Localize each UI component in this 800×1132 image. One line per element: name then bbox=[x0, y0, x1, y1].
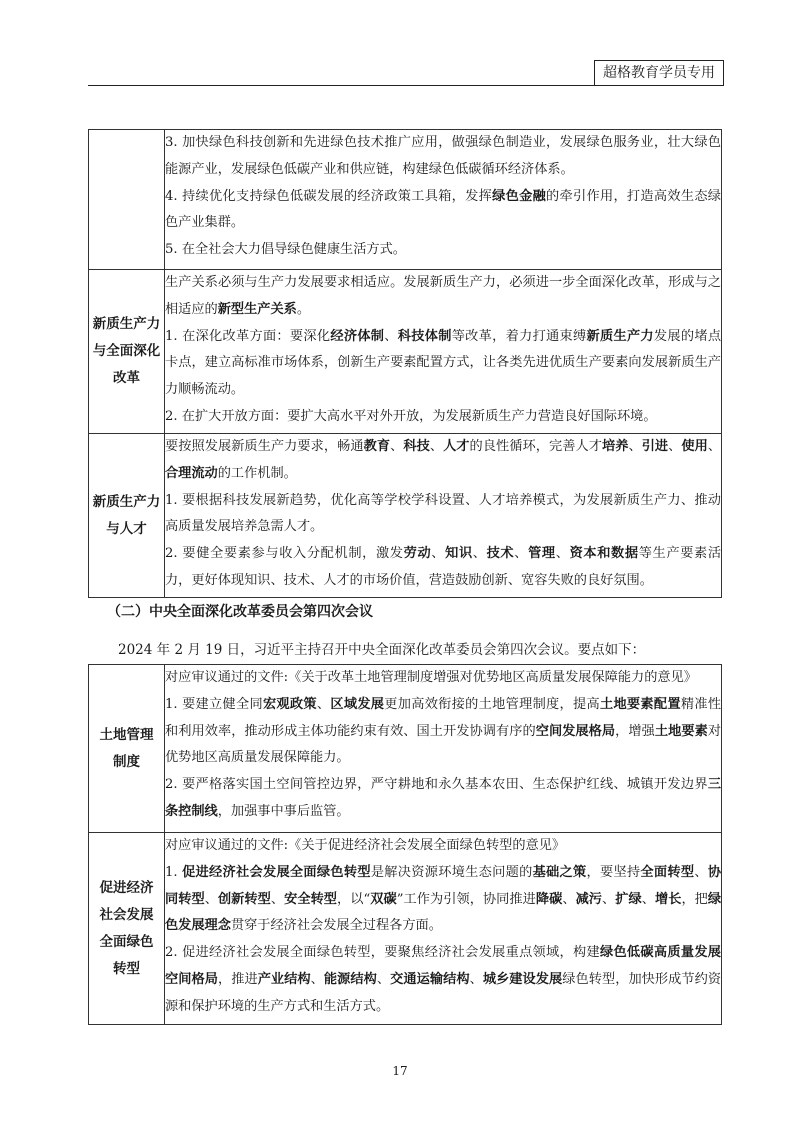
row-paragraph: 1. 要建立健全同宏观政策、区域发展更加高效衔接的土地管理制度，提高土地要素配置精准性和利用效率，推动形成主体功能约束有效、国土开发协调有序的空间发展格局，增强土地要素对优势地区高质量发展保障能力。 bbox=[165, 696, 722, 766]
table-row bbox=[89, 833, 722, 1025]
header-label: 超格教育学员专用 bbox=[594, 60, 724, 86]
section-title: （二）中央全面深化改革委员会第四次会议 bbox=[107, 604, 373, 620]
row-content bbox=[165, 833, 722, 1025]
intro-text: 2024 年 2 月 19 日，习近平主持召开中央全面深化改革委员会第四次会议。要点如下： bbox=[118, 642, 646, 658]
row-content bbox=[165, 434, 722, 598]
table-row bbox=[89, 270, 722, 434]
policy-table-2 bbox=[88, 664, 722, 1025]
row-paragraph: 2. 要健全要素参与收入分配机制，激发劳动、知识、技术、管理、资本和数据等生产要素活力，更好体现知识、技术、人才的市场价值，营造鼓励创新、宽容失败的良好氛围。 bbox=[165, 546, 722, 588]
row-paragraph: 1. 促进经济社会发展全面绿色转型是解决资源环境生态问题的基础之策，要坚持全面转型、协同转型、创新转型、安全转型，以“双碳”工作为引领，协同推进降碳、减污、扩绿、增长，把绿色发展理念贯穿于经济社会发展全过程各方面。 bbox=[165, 864, 722, 934]
row-paragraph: 3. 加快绿色科技创新和先进绿色技术推广应用，做强绿色制造业，发展绿色服务业，壮大绿色能源产业，发展绿色低碳产业和供应链，构建绿色低碳循环经济体系。 bbox=[165, 135, 721, 177]
row-paragraph: 1. 要根据科技发展新趋势，优化高等学校学科设置、人才培养模式，为发展新质生产力、推动高质量发展培养急需人才。 bbox=[165, 492, 721, 535]
row-content bbox=[165, 270, 722, 434]
row-content bbox=[165, 130, 722, 270]
row-paragraph: 对应审议通过的文件:《关于改革土地管理制度增强对优势地区高质量发展保障能力的意见》 bbox=[165, 670, 697, 685]
row-paragraph: 5. 在全社会大力倡导绿色健康生活方式。 bbox=[165, 242, 406, 258]
row-label bbox=[89, 130, 165, 270]
row-label: 土地管理 制度 bbox=[89, 665, 165, 833]
row-paragraph: 4. 持续优化支持绿色低碳发展的经济政策工具箱，发挥绿色金融的牵引作用，打造高效生态绿色产业集群。 bbox=[165, 188, 721, 231]
row-paragraph: 生产关系必须与生产力发展要求相适应。发展新质生产力，必须进一步全面深化改革，形成与之相适应的新型生产关系。 bbox=[165, 275, 721, 317]
row-paragraph: 2. 促进经济社会发展全面绿色转型，要聚焦经济社会发展重点领域，构建绿色低碳高质量发展空间格局，推进产业结构、能源结构、交通运输结构、城乡建设发展绿色转型，加快形成节约资源和保护环境的生产方式和生活方式。 bbox=[165, 945, 722, 1014]
page-number: 17 bbox=[392, 1064, 408, 1078]
row-label: 新质生产力 与全面深化 改革 bbox=[89, 270, 165, 434]
row-label: 新质生产力 与人才 bbox=[89, 434, 165, 598]
row-paragraph: 2. 要严格落实国土空间管控边界，严守耕地和永久基本农田、生态保护红线、城镇开发边界三条控制线，加强事中事后监管。 bbox=[165, 777, 721, 819]
row-paragraph: 1. 在深化改革方面：要深化经济体制、科技体制等改革，着力打通束缚新质生产力发展的堵点卡点，建立高标准市场体系，创新生产要素配置方式，让各类先进优质生产要素向发展新质生产力顺畅流动。 bbox=[165, 328, 722, 398]
row-label: 促进经济 社会发展 全面绿色 转型 bbox=[89, 833, 165, 1025]
table-row bbox=[89, 434, 722, 598]
header-divider bbox=[88, 85, 724, 86]
row-paragraph: 要按照发展新质生产力要求，畅通教育、科技、人才的良性循环，完善人才培养、引进、使用、合理流动的工作机制。 bbox=[165, 439, 722, 481]
row-content bbox=[165, 665, 722, 833]
policy-table-1 bbox=[88, 129, 722, 598]
table-row bbox=[89, 665, 722, 833]
row-paragraph: 对应审议通过的文件:《关于促进经济社会发展全面绿色转型的意见》 bbox=[165, 838, 566, 853]
row-paragraph: 2. 在扩大开放方面：要扩大高水平对外开放，为发展新质生产力营造良好国际环境。 bbox=[165, 408, 657, 424]
table-row bbox=[89, 130, 722, 270]
